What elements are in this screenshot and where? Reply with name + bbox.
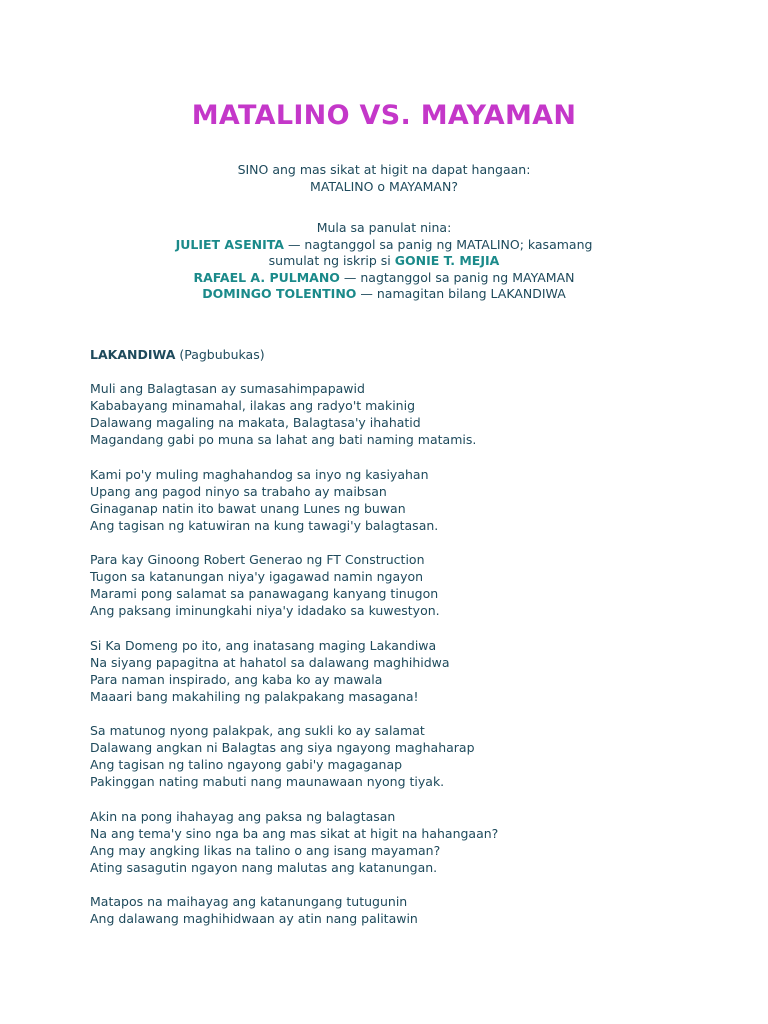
verse-line: Si Ka Domeng po ito, ang inatasang maging Lakandiwa [90,637,437,653]
stanza [90,722,730,790]
poem-body [90,346,730,944]
stanza [90,466,730,534]
stanza [90,380,730,448]
stanza [90,893,730,927]
verse-line: Dalawang magaling na makata, Balagtasa'y ihahatid [90,415,421,431]
author-co-writer [0,253,768,270]
speaker-note: (Pagbubukas) [175,347,265,362]
verse-line: Tugon sa katanungan niya'y igagawad namin ngayon [90,569,424,585]
verse-line: Ating sasagutin ngayon nang malutas ang katanungan. [90,859,438,875]
authors-section [0,220,768,303]
author-role: — nagtanggol sa panig ng MAYAMAN [339,269,575,285]
verse-line: Magandang gabi po muna sa lahat ang bati naming matamis. [90,432,477,448]
verse-line: Marami pong salamat sa panawagang kanyang tinugon [90,586,439,602]
verse-line: Ang may angking likas na talino o ang isang mayaman? [90,842,441,858]
verse-line: Kababayang minamahal, ilakas ang radyo't makinig [90,398,416,414]
author-name: DOMINGO TOLENTINO [202,286,357,301]
author-role: — nagtanggol sa panig ng MATALINO; kasamang [283,236,593,252]
verse-line: Maaari bang makahiling ng palakpakang masagana! [90,688,419,704]
author-name: GONIE T. MEJIA [394,253,500,268]
author-name: JULIET ASENITA [175,236,284,252]
author-domingo [0,286,768,303]
verse-line: Ang tagisan ng talino ngayong gabi'y magaganap [90,757,403,773]
intro-line: MATALINO o MAYAMAN? [310,178,458,194]
verse-line: Na ang tema'y sino nga ba ang mas sikat at higit na hahangaan? [90,825,499,841]
verse-line: Dalawang angkan ni Balagtas ang siya ngayong maghaharap [90,740,475,756]
verse-line: Matapos na maihayag ang katanungang tutugunin [90,894,408,909]
verse-line: Ang dalawang maghihidwaan ay atin nang palitawin [90,911,418,927]
document-title: MATALINO VS. MAYAMAN [191,100,577,131]
intro-line: SINO ang mas sikat at higit na dapat hangaan: [237,162,531,177]
stanza [90,808,730,876]
stanza [90,637,730,705]
verse-line: Sa matunog nyong palakpak, ang sukli ko ay salamat [90,723,425,739]
verse-line: Para kay Ginoong Robert Generao ng FT Construction [90,552,425,568]
intro-question [0,162,768,195]
verse-line: Na siyang papagitna at hahatol sa dalawang maghihidwa [90,654,450,670]
speaker-heading [90,346,730,363]
verse-line: Upang ang pagod ninyo sa trabaho ay maibsan [90,483,387,499]
verse-line: Ginaganap natin ito bawat unang Lunes ng buwan [90,500,406,516]
author-juliet [0,237,768,254]
authors-heading: Mula sa panulat nina: [316,220,452,235]
verse-line: Para naman inspirado, ang kaba ko ay mawala [90,671,383,687]
verse-line: Kami po'y muling maghahandog sa inyo ng kasiyahan [90,466,429,482]
verse-line: Pakinggan nating mabuti nang maunawaan nyong tiyak. [90,774,445,790]
verse-line: Ang tagisan ng katuwiran na kung tawagi'y balagtasan. [90,517,439,533]
verse-line: Ang paksang iminungkahi niya'y idadako sa kuwestyon. [90,603,440,619]
author-role: sumulat ng iskrip si [268,253,395,268]
author-rafael [0,270,768,287]
verse-line: Akin na pong ihahayag ang paksa ng balagtasan [90,808,396,824]
verse-line: Muli ang Balagtasan ay sumasahimpapawid [90,381,365,397]
author-name: RAFAEL A. PULMANO [193,269,340,285]
stanza [90,551,730,619]
speaker-name: LAKANDIWA [90,347,176,362]
author-role: — namagitan bilang LAKANDIWA [356,286,566,301]
